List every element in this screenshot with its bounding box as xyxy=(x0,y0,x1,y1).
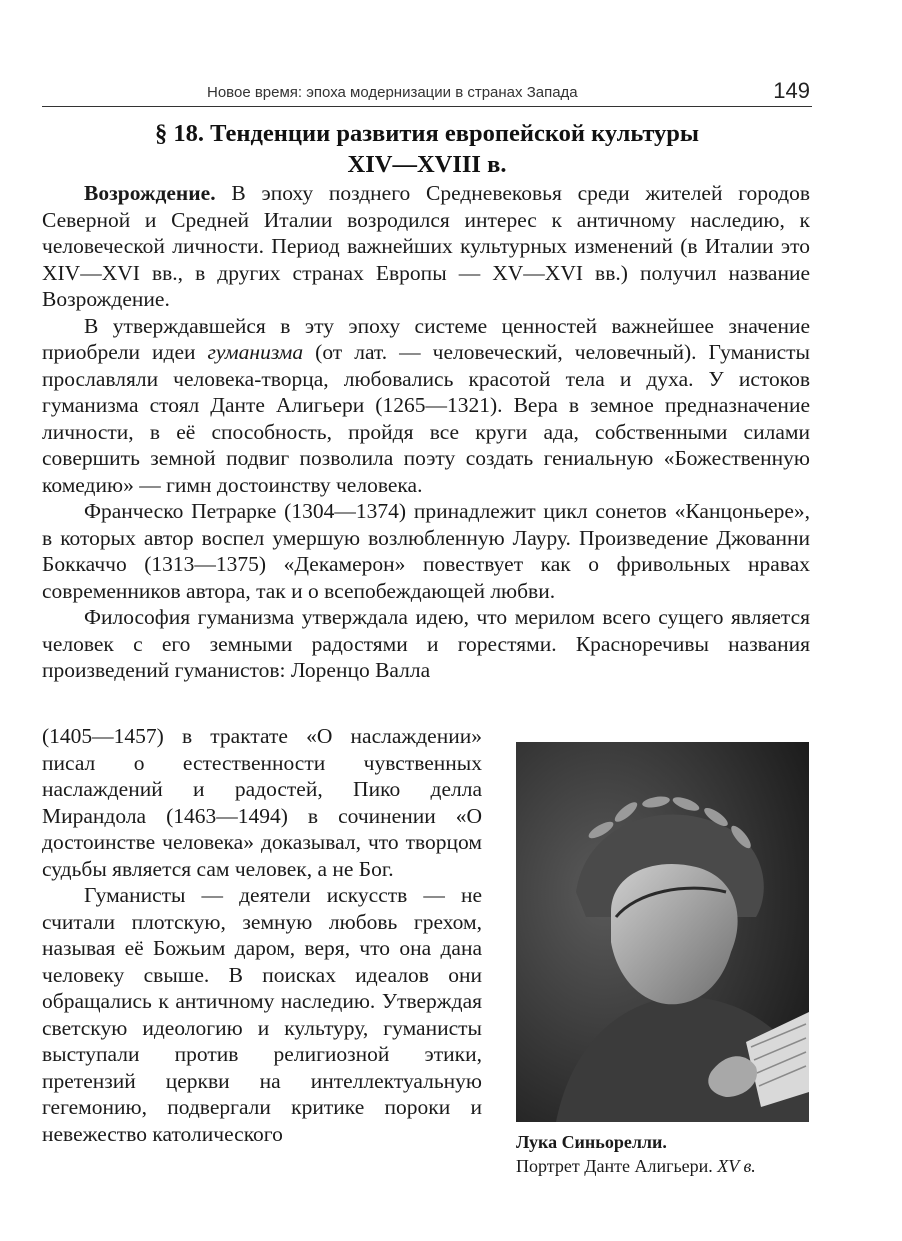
paragraph-heading: Возрождение. xyxy=(84,181,216,205)
portrait-illustration xyxy=(516,742,809,1122)
paragraph-petrarch: Франческо Петрарке (1304—1374) принадлежит цикл сонетов «Канцоньере», в которых автор воспел умершую возлюбленную Лауру. Произведение Джованни Боккаччо (1313—1375) «Декамерон» повествует как о фривольных нравах современников автора, так и о всепобеждающей любви. xyxy=(42,499,810,603)
page-number: 149 xyxy=(773,78,810,103)
column-text xyxy=(42,723,482,1147)
caption-author: Лука Синьорелли. xyxy=(516,1132,667,1152)
main-text xyxy=(42,180,810,684)
figure-caption xyxy=(516,1130,816,1178)
term-humanism: гуманизма xyxy=(207,340,304,364)
caption-century: XV в. xyxy=(717,1156,756,1176)
paragraph-text: В утверждавшейся в эту эпоху системе ценностей важнейшее значение приобрели идеи xyxy=(42,313,810,364)
paragraph-humanists-art: Гуманисты — деятели искусств — не считали плотскую, земную любовь грехом, называя её Божьим даром, веря, что она дана человеку свыше. В поисках идеалов они обращались к античному наследию. Утверждая светскую идеологию и культуру, гуманисты выступали против религиозной этики, претензий церкви на интеллектуальную гегемонию, подвергали критике пороки и невежество католического xyxy=(42,883,482,1146)
running-header xyxy=(42,76,812,107)
paragraph-philosophy: Философия гуманизма утверждала идею, что мерилом всего сущего является человек с его земными радостями и горестями. Красноречивы названия произведений гуманистов: Лоренцо Валла xyxy=(42,605,810,682)
section-title-line-1: § 18. Тенденции развития европейской культуры xyxy=(154,120,700,147)
paragraph-humanism xyxy=(42,313,810,499)
section-title xyxy=(42,118,812,180)
dante-portrait-image xyxy=(516,742,809,1122)
caption-title: Портрет Данте Алигьери. xyxy=(516,1156,718,1176)
paragraph-text: (от лат. — человеческий, человечный). Гуманисты прославляли человека-творца, любовались красотой тела и духа. У истоков гуманизма стоял Данте Алигьери (1265—1321). Вера в земное предназначение личности, в её способность, пройдя все круги ада, собственными силами совершить земной подвиг позволила поэту создать гениальную «Божественную комедию» — гимн достоинству человека. xyxy=(42,340,810,497)
paragraph-renaissance xyxy=(42,180,810,313)
paragraph-body: В эпоху позднего Средневековья среди жителей городов Северной и Средней Италии возродился интерес к античному наследию, к человеческой личности. Период важнейших культурных изменений (в Италии это XIV—XVI вв., в других странах Европы — XV—XVI вв.) получил название Возрождение. xyxy=(42,181,810,311)
running-title: Новое время: эпоха модернизации в странах Запада xyxy=(207,84,578,101)
section-title-line-2: XIV—XVIII в. xyxy=(347,151,507,178)
paragraph-philosophy-continued: (1405—1457) в трактате «О наслаждении» писал о естественности чувственных наслаждений и радостей, Пико делла Мирандола (1463—1494) в сочинении «О достоинстве человека» доказывал, что творцом судьбы является сам человек, а не Бог. xyxy=(42,724,482,881)
